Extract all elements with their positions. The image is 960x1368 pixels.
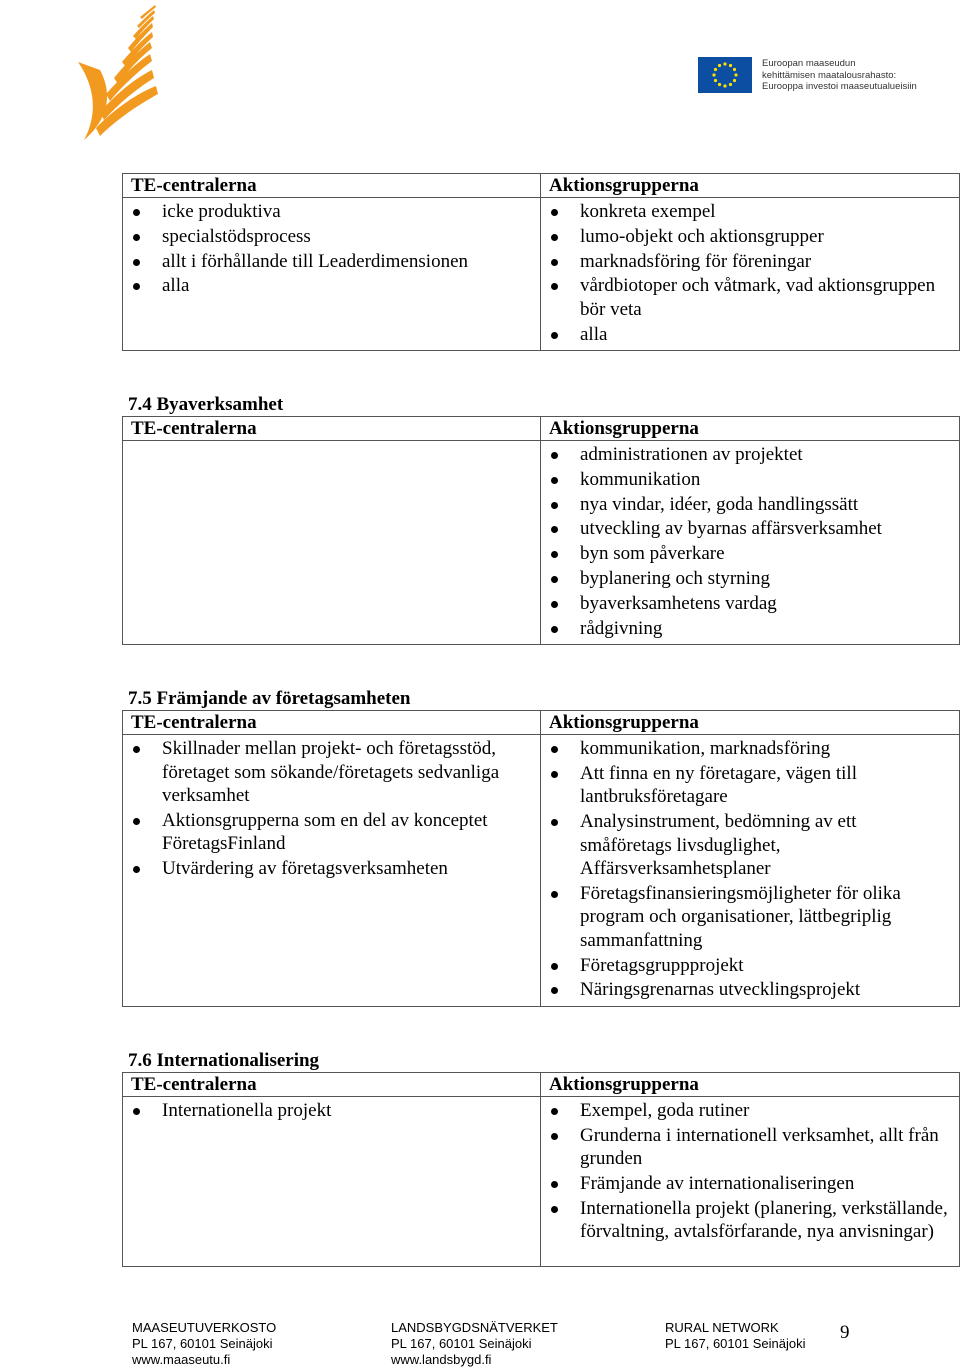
eu-text-line: Eurooppa investoi maaseutualueisiin	[762, 81, 917, 92]
list-item: byn som påverkare	[549, 542, 951, 566]
footer-address: PL 167, 60101 Seinäjoki	[391, 1336, 532, 1351]
list-item: marknadsföring för föreningar	[549, 250, 951, 274]
column-header-aktion: Aktionsgrupperna	[541, 1073, 960, 1097]
te-cell	[123, 441, 541, 645]
eu-text-line: kehittämisen maatalousrahasto:	[762, 69, 897, 81]
section-internationalisering	[122, 1050, 959, 1267]
list-item: nya vindar, idéer, goda handlingssätt	[549, 493, 951, 517]
eu-flag-icon	[698, 57, 752, 93]
aktion-cell	[541, 198, 960, 351]
list-item: administrationen av projektet	[549, 443, 951, 467]
eu-text-line: Euroopan maaseudun	[762, 58, 856, 69]
list-item: kommunikation, marknadsföring	[549, 737, 951, 761]
aktion-cell	[541, 735, 960, 1007]
page-footer	[0, 1320, 960, 1368]
footer-address: PL 167, 60101 Seinäjoki	[132, 1336, 273, 1351]
list-item: Skillnader mellan projekt- och företagsstöd, företaget som sökande/företagets sedvanliga verksamhet	[131, 737, 532, 808]
list-item: icke produktiva	[131, 200, 532, 224]
list-item: alla	[549, 323, 951, 347]
list-item: Att finna en ny företagare, vägen till lantbruksföretagare	[549, 762, 951, 809]
list-item: lumo-objekt och aktionsgrupper	[549, 225, 951, 249]
section-title: 7.4 Byaverksamhet	[128, 394, 284, 415]
eu-fund-text	[762, 58, 952, 93]
column-header-te: TE-centralerna	[123, 417, 541, 441]
rural-network-logo-icon	[70, 0, 170, 145]
column-header-aktion: Aktionsgrupperna	[541, 174, 960, 198]
list-item: Företagsgruppprojekt	[549, 954, 951, 978]
list-item: Internationella projekt (planering, verkställande, förvaltning, avtalsförfarande, nya anvisningar)	[549, 1197, 951, 1244]
aktion-cell	[541, 441, 960, 645]
footer-column	[665, 1320, 805, 1352]
section-continued	[122, 173, 959, 351]
list-item: Företagsfinansieringsmöjligheter för olika program och organisationer, lättbegriplig sammanfattning	[549, 882, 951, 953]
footer-org-name: MAASEUTUVERKOSTO	[132, 1320, 277, 1335]
list-item: specialstödsprocess	[131, 225, 532, 249]
list-item: Aktionsgrupperna som en del av konceptet FöretagsFinland	[131, 809, 532, 856]
footer-web-link[interactable]: www.landsbygd.fi	[391, 1352, 492, 1367]
list-item: byaverksamhetens vardag	[549, 592, 951, 616]
list-item: alla	[131, 274, 532, 298]
te-cell	[123, 1097, 541, 1267]
list-item: byplanering och styrning	[549, 567, 951, 591]
list-item: allt i förhållande till Leaderdimensionen	[131, 250, 532, 274]
column-header-aktion: Aktionsgrupperna	[541, 417, 960, 441]
list-item: Analysinstrument, bedömning av ett småföretags livsduglighet, Affärsverksamhetsplaner	[549, 810, 951, 881]
list-item: konkreta exempel	[549, 200, 951, 224]
list-item: kommunikation	[549, 468, 951, 492]
course-table	[122, 416, 960, 645]
section-foretagsamheten	[122, 688, 959, 1007]
list-item: utveckling av byarnas affärsverksamhet	[549, 517, 951, 541]
list-item: rådgivning	[549, 617, 951, 641]
section-title: 7.6 Internationalisering	[128, 1050, 320, 1071]
course-table	[122, 1072, 960, 1267]
list-item: Främjande av internationaliseringen	[549, 1172, 951, 1196]
course-table	[122, 173, 960, 351]
section-byaverksamhet	[122, 394, 959, 645]
footer-org-name: LANDSBYGDSNÄTVERKET	[391, 1320, 558, 1335]
aktion-cell	[541, 1097, 960, 1267]
list-item: vårdbiotoper och våtmark, vad aktionsgruppen bör veta	[549, 274, 951, 321]
list-item: Näringsgrenarnas utvecklingsprojekt	[549, 978, 951, 1002]
list-item: Grunderna i internationell verksamhet, allt från grunden	[549, 1124, 951, 1171]
list-item: Exempel, goda rutiner	[549, 1099, 951, 1123]
footer-column	[132, 1320, 276, 1368]
list-item: Utvärdering av företagsverksamheten	[131, 857, 532, 881]
column-header-te: TE-centralerna	[123, 174, 541, 198]
footer-address: PL 167, 60101 Seinäjoki	[665, 1336, 806, 1351]
section-title: 7.5 Främjande av företagsamheten	[128, 688, 411, 709]
footer-column	[391, 1320, 558, 1368]
te-cell	[123, 198, 541, 351]
column-header-aktion: Aktionsgrupperna	[541, 711, 960, 735]
te-cell	[123, 735, 541, 1007]
page-number: 9	[840, 1322, 850, 1343]
footer-web-link[interactable]: www.maaseutu.fi	[132, 1352, 231, 1367]
column-header-te: TE-centralerna	[123, 1073, 541, 1097]
course-table	[122, 710, 960, 1007]
footer-org-name: RURAL NETWORK	[665, 1320, 779, 1335]
column-header-te: TE-centralerna	[123, 711, 541, 735]
page-header	[0, 0, 960, 150]
list-item: Internationella projekt	[131, 1099, 532, 1123]
